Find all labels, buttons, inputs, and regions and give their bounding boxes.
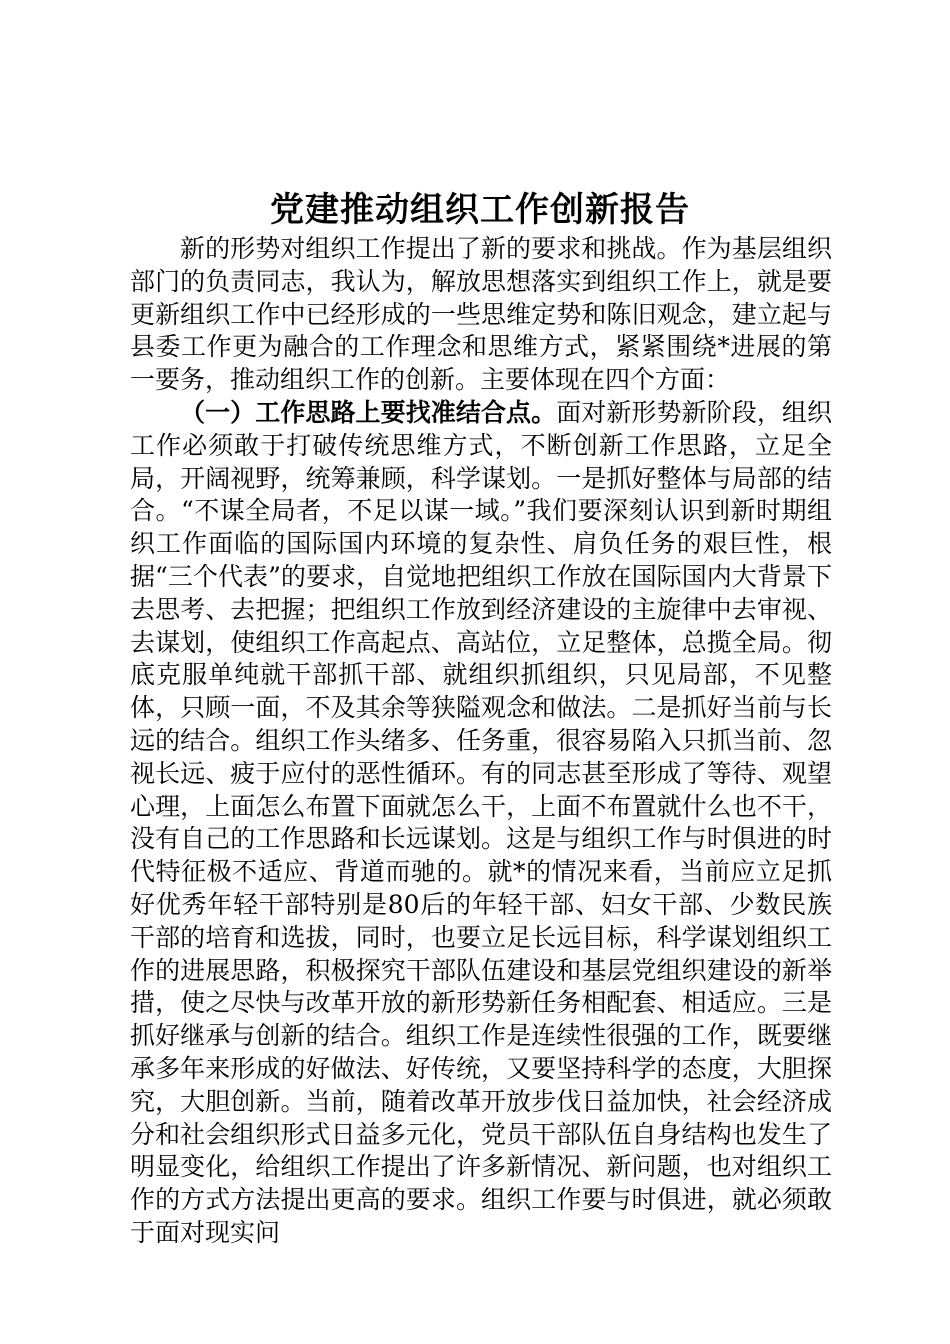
document-title: 党建推动组织工作创新报告 xyxy=(270,190,690,230)
section-1-paragraph xyxy=(130,397,832,1250)
section-1-heading: （一）工作思路上要找准结合点。 xyxy=(180,397,557,427)
document-body xyxy=(130,233,832,1250)
intro-paragraph: 新的形势对组织工作提出了新的要求和挑战。作为基层组织部门的负责同志，我认为，解放思想落实到组织工作上，就是要更新组织工作中已经形成的一些思维定势和陈旧观念，建立起与县委工作更为融合的工作理念和思维方式，紧紧围绕*进展的第一要务，推动组织工作的创新。主要体现在四个方面： xyxy=(130,234,832,395)
section-1-text: 面对新形势新阶段，组织工作必须敢于打破传统思维方式，不断创新工作思路，立足全局，开阔视野，统筹兼顾，科学谋划。一是抓好整体与局部的结合。“不谋全局者，不足以谋一域。”我们要深刻认识到新时期组织工作面临的国际国内环境的复杂性、肩负任务的艰巨性，根据“三个代表”的要求，自觉地把组织工作放在国际国内大背景下去思考、去把握；把组织工作放到经济建设的主旋律中去审视、去谋划，使组织工作高起点、高站位，立足整体，总揽全局。彻底克服单纯就干部抓干部、就组织抓组织，只见局部，不见整体，只顾一面，不及其余等狭隘观念和做法。二是抓好当前与长远的结合。组织工作头绪多、任务重，很容易陷入只抓当前、忽视长远、疲于应付的恶性循环。有的同志甚至形成了等待、观望心理，上面怎么布置下面就怎么干，上面不布置就什么也不干，没有自己的工作思路和长远谋划。这是与组织工作与时俱进的时代特征极不适应、背道而驰的。就*的情况来看，当前应立足抓好优秀年轻干部特别是80后的年轻干部、妇女干部、少数民族干部的培育和选拔，同时，也要立足长远目标，科学谋划组织工作的进展思路，积极探究干部队伍建设和基层党组织建设的新举措，使之尽快与改革开放的新形势新任务相配套、相适应。三是抓好继承与创新的结合。组织工作是连续性很强的工作，既要继承多年来形成的好做法、好传统，又要坚持科学的态度，大胆探究，大胆创新。当前，随着改革开放步伐日益加快，社会经济成分和社会组织形式日益多元化，党员干部队伍自身结构也发生了明显变化，给组织工作提出了许多新情况、新问题，也对组织工作的方式方法提出更高的要求。组织工作要与时俱进，就必须敢于面对现实问 xyxy=(130,397,832,1247)
